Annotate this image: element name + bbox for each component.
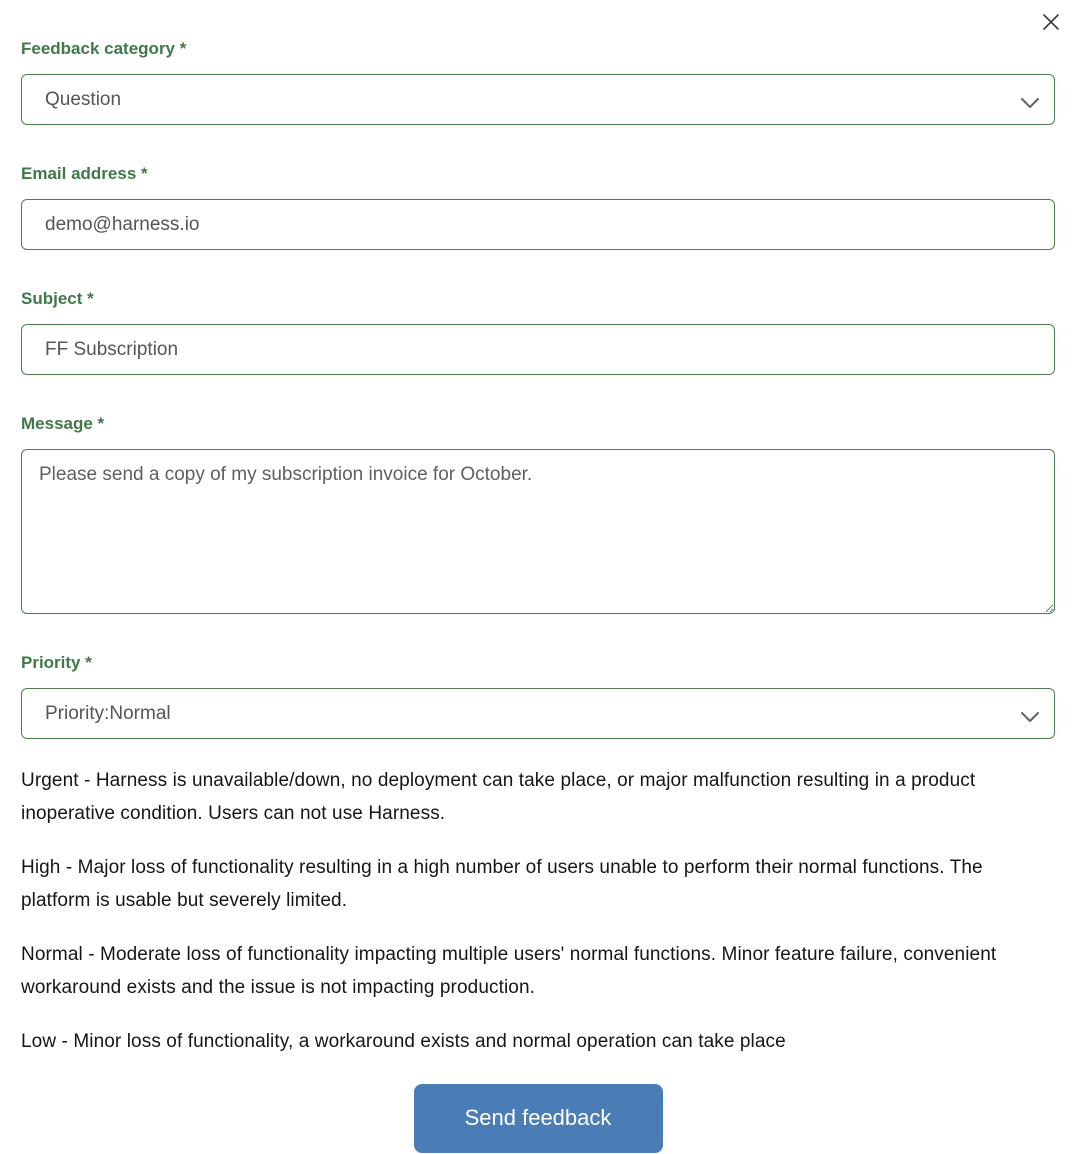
- priority-description-urgent: Urgent - Harness is unavailable/down, no deployment can take place, or major malfunction resulting in a product inoperative condition. Users can not use Harness.: [21, 770, 976, 824]
- close-button[interactable]: [1040, 11, 1062, 33]
- feedback-category-select[interactable]: [21, 74, 1055, 125]
- priority-description-normal: Normal - Moderate loss of functionality impacting multiple users' normal functions. Minor feature failure, convenient workaround exists and the issue is not impacting production.: [21, 944, 997, 998]
- email-address-label: Email address *: [21, 164, 148, 183]
- priority-select[interactable]: [21, 688, 1055, 739]
- close-icon: [1042, 13, 1060, 31]
- subject-input[interactable]: [21, 324, 1055, 375]
- feedback-category-label: Feedback category *: [21, 39, 187, 58]
- priority-descriptions: [21, 765, 1055, 1059]
- message-label: Message *: [21, 414, 105, 433]
- send-feedback-button[interactable]: Send feedback: [414, 1084, 663, 1153]
- button-row: [21, 1084, 1055, 1153]
- priority-description-high: High - Major loss of functionality resulting in a high number of users unable to perform their normal functions. The platform is usable but severely limited.: [21, 857, 983, 911]
- priority-select-wrap: [21, 688, 1055, 739]
- email-input[interactable]: [21, 199, 1055, 250]
- message-textarea[interactable]: [21, 449, 1055, 614]
- subject-label: Subject *: [21, 289, 94, 308]
- priority-description-low: Low - Minor loss of functionality, a workaround exists and normal operation can take place: [21, 1031, 786, 1052]
- priority-label: Priority *: [21, 653, 92, 672]
- feedback-category-select-wrap: [21, 74, 1055, 125]
